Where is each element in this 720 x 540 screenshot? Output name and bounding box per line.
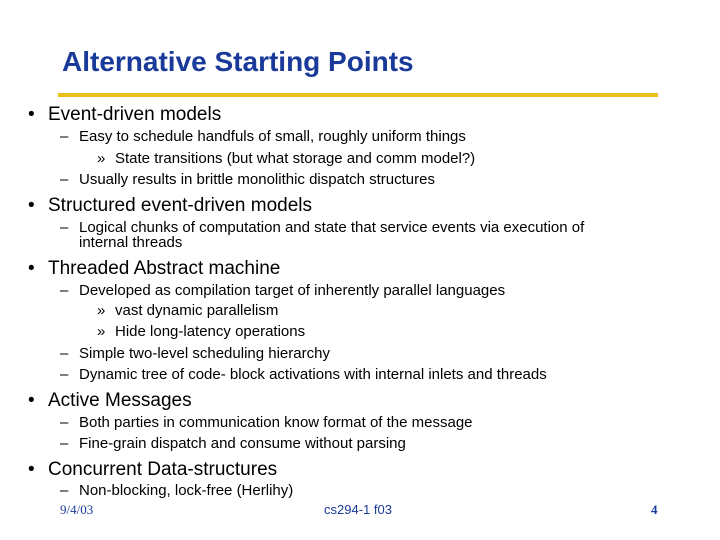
bullet-marker-level-2: –: [60, 482, 69, 499]
bullet-text-level-1: Active Messages: [48, 390, 192, 411]
bullet-text-level-1: Event-driven models: [48, 104, 222, 125]
bullet-marker-level-2: –: [60, 282, 69, 299]
bullet-marker-level-1: •: [28, 459, 35, 480]
bullet-text-level-2: Dynamic tree of code- block activations with internal inlets and threads: [79, 366, 547, 383]
bullet-text-level-1: Concurrent Data-structures: [48, 459, 278, 480]
bullet-text-level-2: Easy to schedule handfuls of small, roughly uniform things: [79, 128, 466, 145]
bullet-marker-level-2: –: [60, 345, 69, 362]
bullet-marker-level-2: –: [60, 128, 69, 145]
bullet-marker-level-1: •: [28, 258, 35, 279]
bullet-text-level-2: Developed as compilation target of inherently parallel languages: [79, 282, 506, 299]
bullet-marker-level-1: •: [28, 104, 35, 125]
slide-title: Alternative Starting Points: [62, 46, 414, 77]
bullet-marker-level-3: »: [97, 323, 106, 340]
footer-date: 9/4/03: [60, 502, 94, 517]
bullet-text-level-2: Logical chunks of computation and state that service events via execution of: [79, 219, 585, 236]
bullet-marker-level-2: –: [60, 366, 69, 383]
bullet-marker-level-2: –: [60, 219, 69, 236]
bullet-text-level-2: Non-blocking, lock-free (Herlihy): [79, 482, 294, 499]
bullet-text-level-2: internal threads: [79, 234, 183, 251]
bullet-marker-level-3: »: [97, 302, 106, 319]
bullet-text-level-3: State transitions (but what storage and comm model?): [115, 150, 476, 167]
bullet-text-level-1: Structured event-driven models: [48, 195, 313, 216]
bullet-marker-level-2: –: [60, 435, 69, 452]
bullet-marker-level-1: •: [28, 390, 35, 411]
title-underline: [58, 93, 658, 97]
bullet-marker-level-2: –: [60, 171, 69, 188]
bullet-text-level-2: Fine-grain dispatch and consume without parsing: [79, 435, 406, 452]
footer-course: cs294-1 f03: [324, 502, 392, 517]
footer-page-number: 4: [651, 502, 658, 517]
bullet-marker-level-1: •: [28, 195, 35, 216]
bullet-text-level-2: Usually results in brittle monolithic dispatch structures: [79, 171, 435, 188]
bullet-text-level-1: Threaded Abstract machine: [48, 258, 281, 279]
bullet-text-level-2: Simple two-level scheduling hierarchy: [79, 345, 330, 362]
bullet-text-level-2: Both parties in communication know format of the message: [79, 414, 473, 431]
bullet-text-level-3: Hide long-latency operations: [115, 323, 306, 340]
bullet-text-level-3: vast dynamic parallelism: [115, 302, 279, 319]
bullet-marker-level-3: »: [97, 150, 106, 167]
bullet-marker-level-2: –: [60, 414, 69, 431]
